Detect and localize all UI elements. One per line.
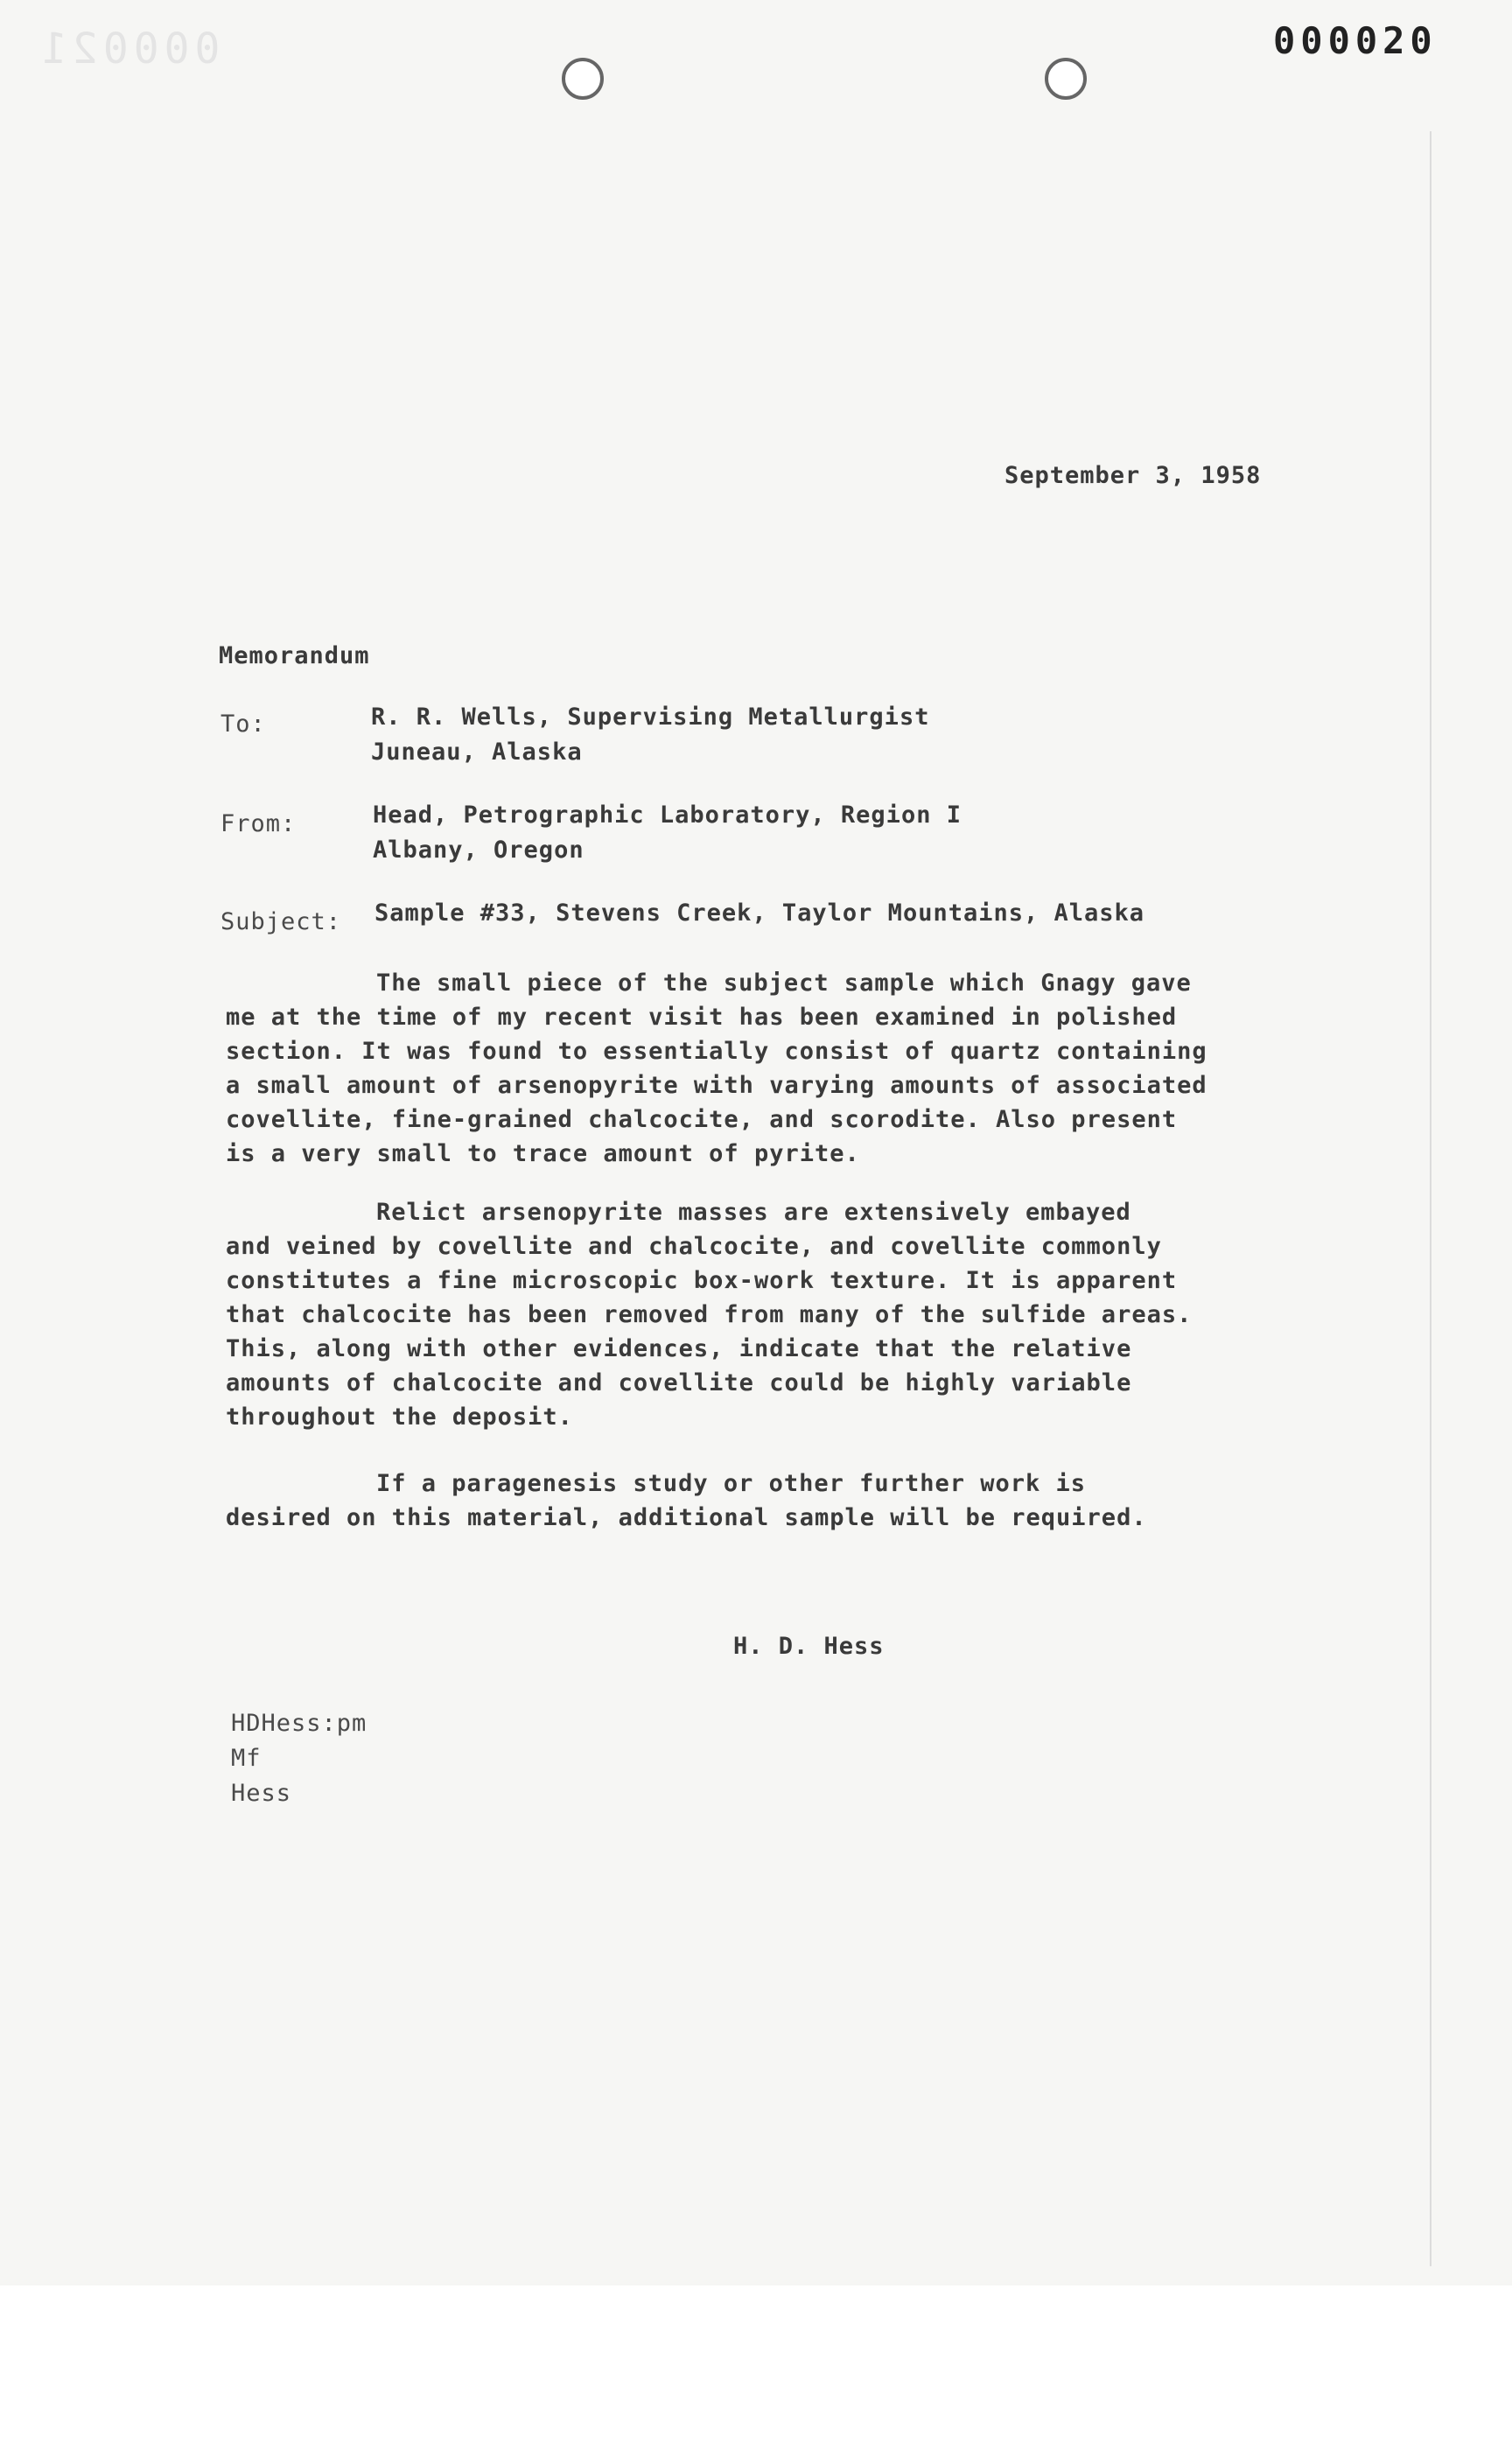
to-location: Juneau, Alaska	[371, 738, 583, 766]
body-paragraph-3: If a paragenesis study or other further work is desired on this material, additional sample will be required.	[226, 1470, 1147, 1531]
subject-text: Sample #33, Stevens Creek, Taylor Mountains, Alaska	[374, 900, 1145, 927]
typist-initials: HDHess:pm	[231, 1710, 368, 1737]
from-sender: Head, Petrographic Laboratory, Region I	[373, 802, 962, 829]
bleed-through-number: 000021	[37, 24, 220, 74]
from-location: Albany, Oregon	[373, 836, 584, 864]
signature: H. D. Hess	[733, 1633, 885, 1660]
punch-hole-left	[562, 58, 604, 100]
memo-heading: Memorandum	[219, 642, 370, 669]
to-label: To:	[220, 710, 266, 738]
body-paragraph-1: The small piece of the subject sample which Gnagy gave me at the time of my recent visit has been examined in polished section. It was found to essentially consist of quartz containing a small amount of arsenopyrite with varying amounts of associated covellite, fine-grained chalcocite, and scorodite. Also present is a very small to trace amount of pyrite.	[226, 970, 1208, 1167]
sheet-edge-shadow	[1430, 131, 1432, 2266]
to-recipient: R. R. Wells, Supervising Metallurgist	[371, 704, 930, 731]
from-label: From:	[220, 810, 297, 837]
memo-date: September 3, 1958	[1004, 462, 1262, 489]
body-paragraph-2: Relict arsenopyrite masses are extensively embayed and veined by covellite and chalcocite, and covellite commonly constitutes a fine microscopic box-work texture. It is apparent that chalcocite has been removed from many of the sulfide areas. This, along with other evidences, indicate that the relative amounts of chalcocite and covellite could be highly variable throughout the deposit.	[226, 1199, 1193, 1431]
copy-notation-2: Hess	[231, 1780, 292, 1807]
document-number: 000020	[1273, 19, 1438, 62]
punch-hole-right	[1045, 58, 1087, 100]
copy-notation-1: Mf	[231, 1745, 262, 1772]
subject-label: Subject:	[220, 908, 342, 935]
